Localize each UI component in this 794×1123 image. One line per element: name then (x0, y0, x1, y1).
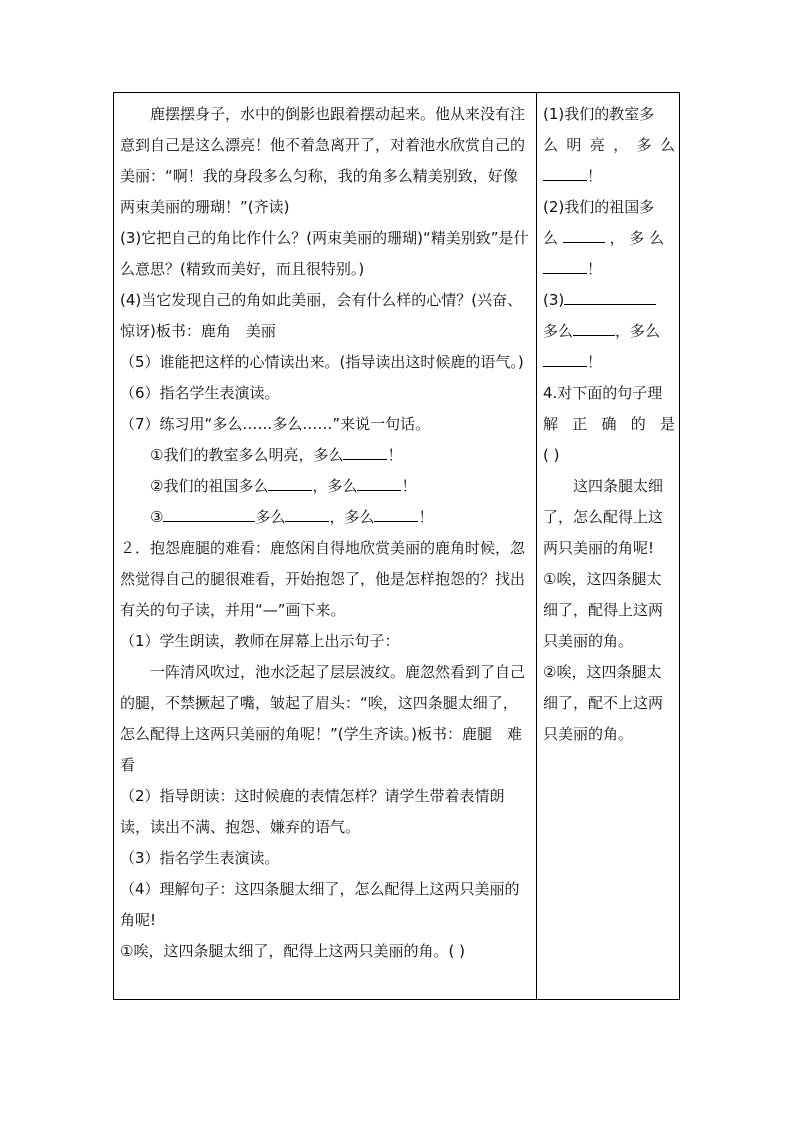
exercise-4-option-1: ①唉，这四条腿太细了，配得上这两只美丽的角。 (543, 570, 664, 650)
fill-blank (357, 474, 401, 491)
question-4: (4)当它发现自己的角如此美丽，会有什么样的心情？(兴奋、惊讶)板书：鹿角 美丽 (120, 291, 523, 340)
exercise-2-line-2: 么 ， 多 么 (543, 223, 675, 254)
exercise-4-line-1: 4.对下面的句子理 (543, 384, 663, 402)
section-2-step-2: （2）指导朗读：这时候鹿的表情怎样？请学生带着表情朗读，读出不满、抱怨、嫌弃的语气。 (120, 787, 505, 836)
fill-blank (573, 319, 615, 336)
exercise-column (543, 99, 675, 750)
exercise-1-line-2: 么 明 亮 ， 多 么 (543, 136, 675, 154)
fill-blank (268, 474, 312, 491)
exercise-4-option-2: ②唉，这四条腿太细了，配不上这两只美丽的角。 (543, 663, 664, 743)
example-sentence-3: ③ 多么 ，多么 ！ (120, 502, 530, 533)
lesson-content-column (120, 99, 530, 967)
column-divider (536, 93, 537, 999)
fill-blank (543, 257, 587, 274)
fill-blank (285, 505, 329, 522)
exercise-4-line-2: 解 正 确 的 是 (543, 415, 675, 433)
exercise-4-sentence: 这四条腿太细了，怎么配得上这两只美丽的角呢! (543, 477, 664, 557)
fill-blank (163, 505, 255, 522)
quoted-passage: 一阵清风吹过，池水泛起了层层波纹。鹿忽然看到了自己的腿，不禁撅起了嘴，皱起了眉头：“唉，这四条腿太细了，怎么配得上这两只美丽的角呢！”(学生齐读。)板书：鹿腿 难看 (120, 663, 526, 774)
reading-paragraph: 鹿摆摆身子，水中的倒影也跟着摆动起来。他从来没有注意到自己是这么漂亮！他不着急离开了，对着池水欣赏自己的美丽：“啊！我的身段多么匀称，我的角多么精美别致，好像两束美丽的珊瑚！”(齐读) (120, 105, 526, 216)
exercise-1-line-3: ！ (543, 161, 675, 192)
fill-blank (563, 226, 605, 243)
question-6: （6）指名学生表演读。 (120, 384, 280, 402)
fill-blank (343, 443, 387, 460)
section-2-step-3: （3）指名学生表演读。 (120, 849, 280, 867)
exercise-3-line-3: ！ (543, 347, 675, 378)
lesson-table (113, 92, 680, 1000)
fill-blank (543, 350, 587, 367)
exercise-2-line-3: ！ (543, 254, 675, 285)
section-2-option-1: ①唉，这四条腿太细了，配得上这两只美丽的角。( ) (120, 942, 465, 960)
exercise-3-line-1: (3) (543, 285, 675, 316)
exercise-1-line-1: (1)我们的教室多 (543, 105, 655, 123)
example-sentence-2: ②我们的祖国多么 ，多么 ！ (120, 471, 530, 502)
question-5: （5）谁能把这样的心情读出来。(指导读出这时候鹿的语气。) (120, 353, 524, 371)
section-2-step-1: （1）学生朗读，教师在屏幕上出示句子： (120, 632, 400, 650)
exercise-3-line-2: 多么 ，多么 (543, 316, 675, 347)
fill-blank (564, 288, 656, 305)
fill-blank (543, 164, 587, 181)
fill-blank (374, 505, 418, 522)
question-3: (3)它把自己的角比作什么？(两束美丽的珊瑚)“精美别致”是什么意思？(精致而美好，而且很特别。) (120, 229, 529, 278)
exercise-4-answer-bracket: ( ) (543, 446, 560, 464)
example-sentence-1: ①我们的教室多么明亮，多么 ！ (120, 440, 530, 471)
section-2-step-4: （4）理解句子：这四条腿太细了，怎么配得上这两只美丽的角呢! (120, 880, 520, 929)
exercise-2-line-1: (2)我们的祖国多 (543, 198, 655, 216)
question-7: （7）练习用“多么……多么……”来说一句话。 (120, 415, 431, 433)
section-2-heading: ２．抱怨鹿腿的难看：鹿悠闲自得地欣赏美丽的鹿角时候，忽然觉得自己的腿很难看，开始抱怨了，他是怎样抱怨的？找出有关的句子读，并用“—”画下来。 (120, 539, 526, 619)
